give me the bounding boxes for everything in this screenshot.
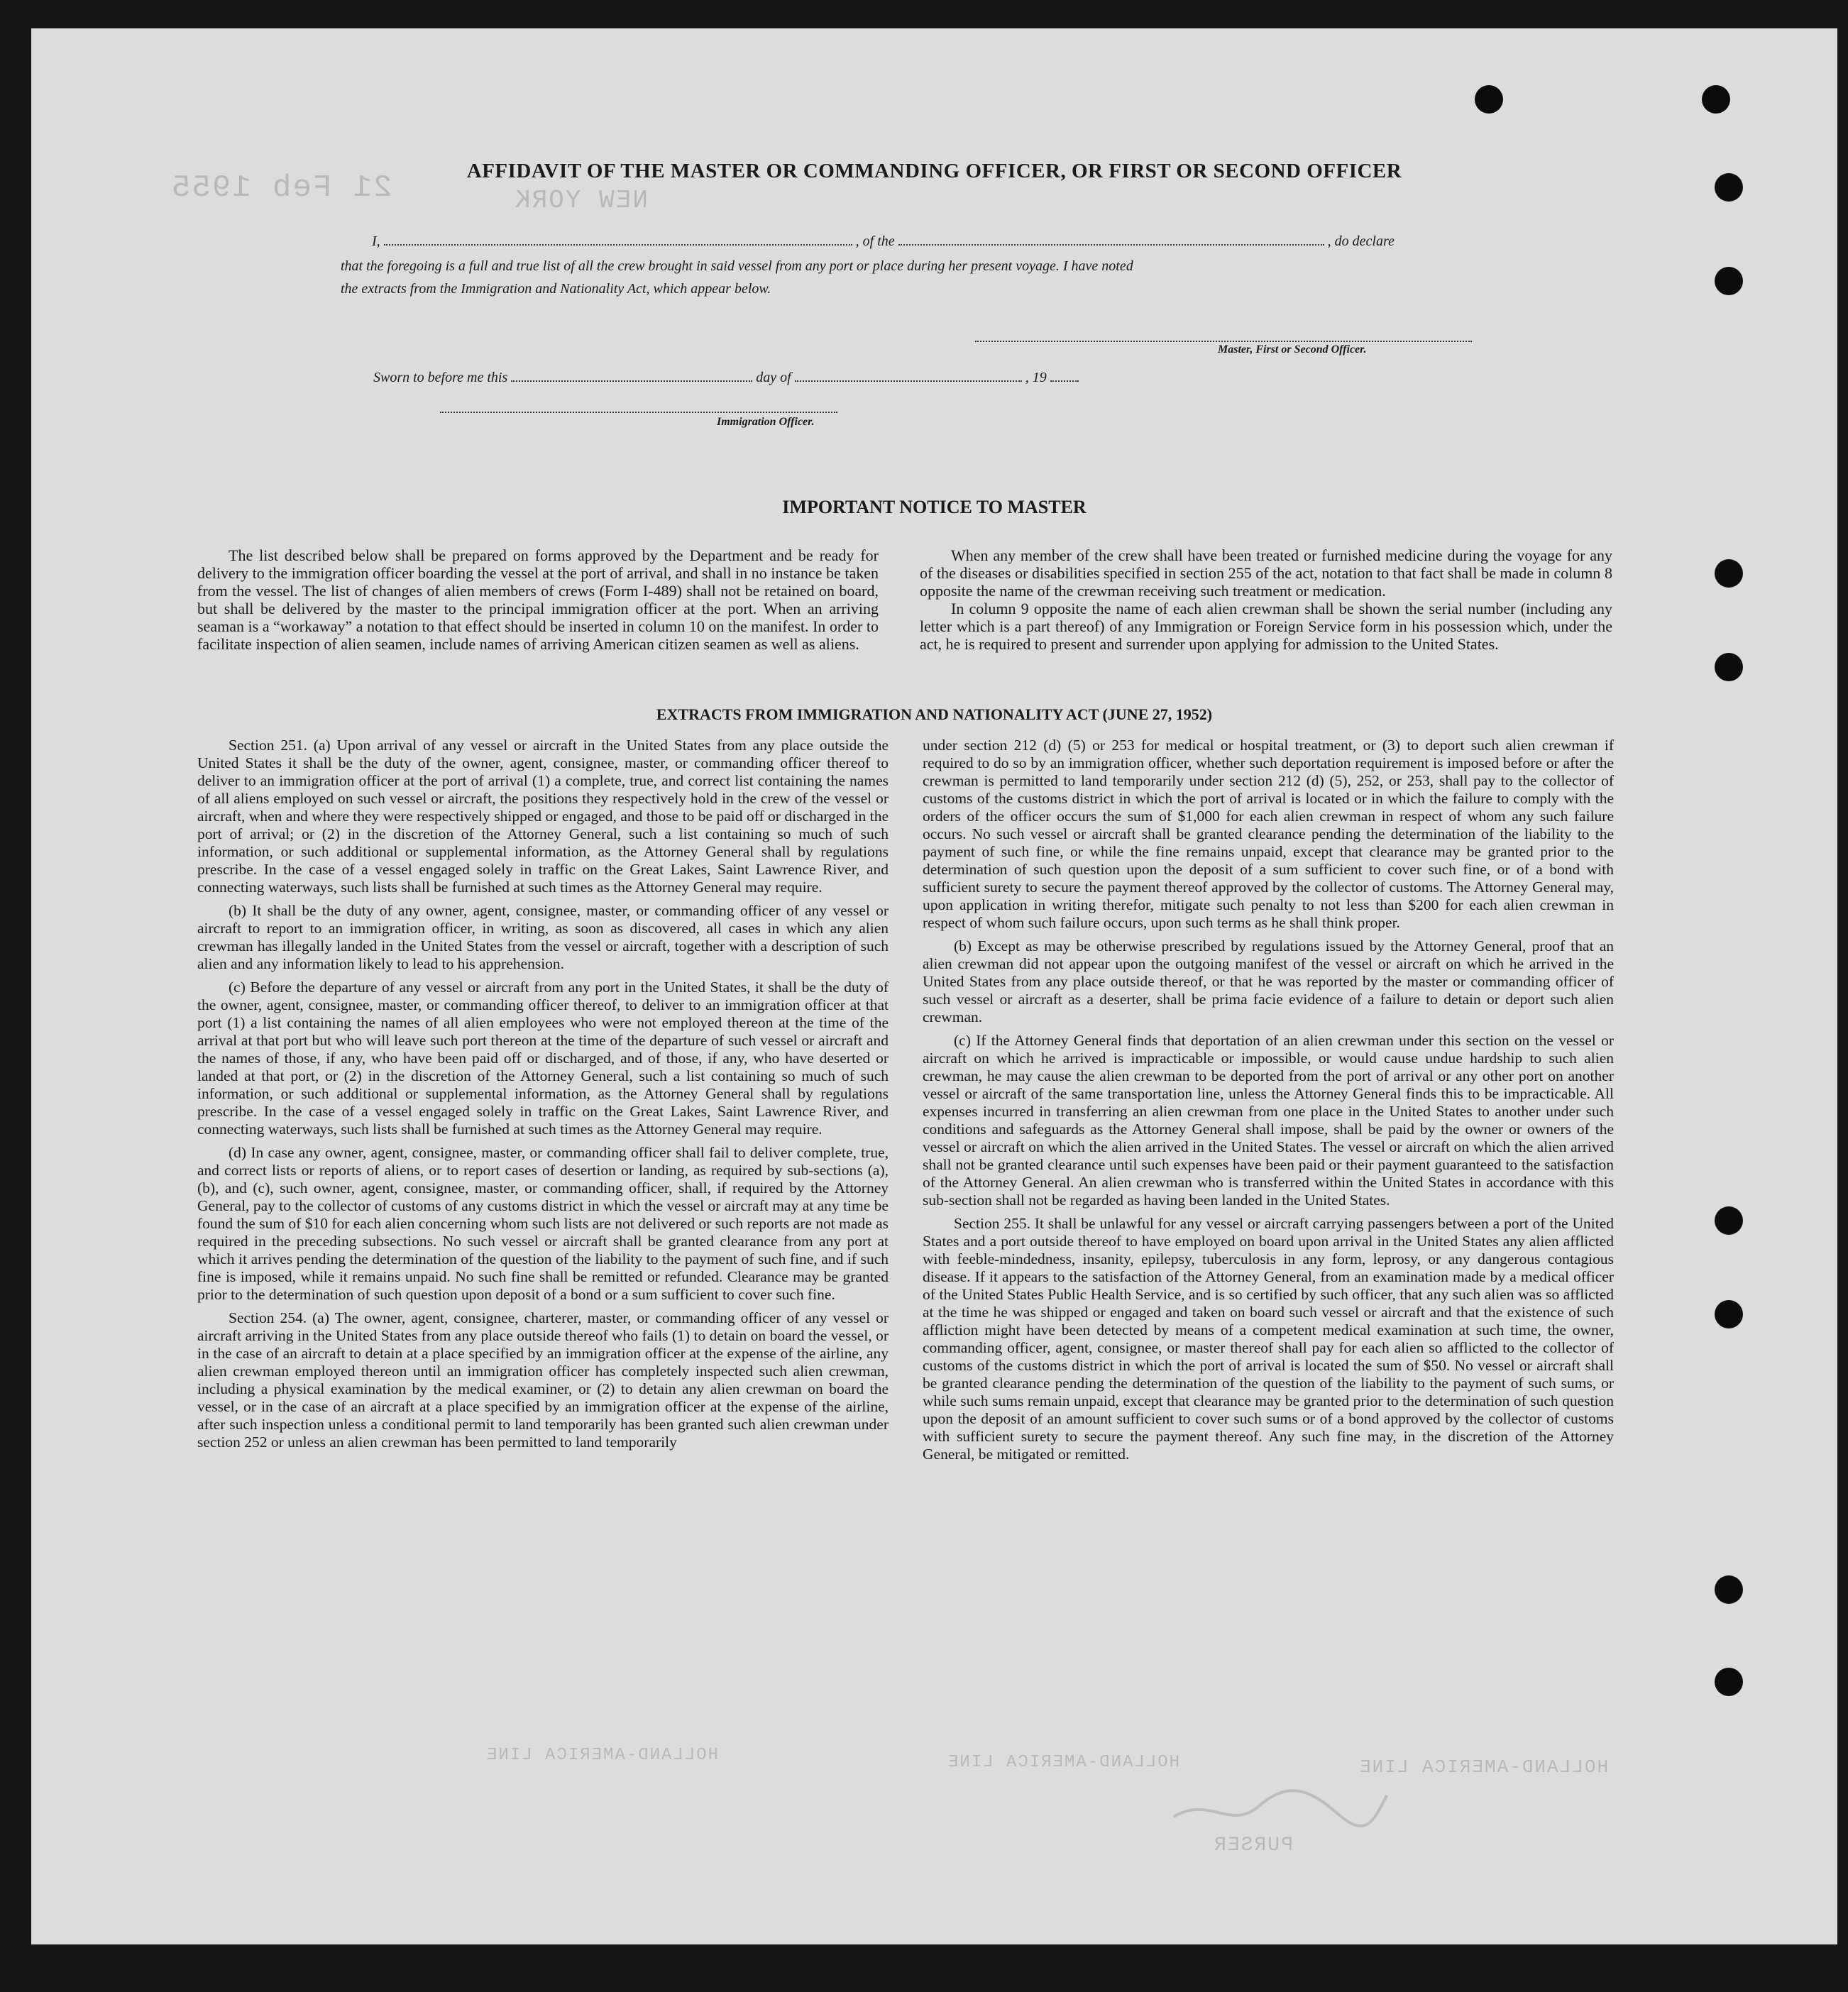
extract-paragraph: (c) Before the departure of any vessel or aircraft from any port in the United States, it shall be the duty of the owner, agent, consignee, master, or commanding officer thereof, to deliver to an immigration officer at that port (1) a list containing the names of all alien employees who were not employed thereon at the time of the arrival at that port but who will leave such port thereon at the time of the departure of such vessel or aircraft and the names of those, if any, who have been paid off or discharged, and of those, if any, who have deserted or landed at that port, or (2) in the discretion of the Attorney General, such a list containing so much of such information, or such additional or supplemental information, as the Attorney General shall by regulations prescribe. In the case of a vessel engaged solely in traffic on the Great Lakes, Saint Lawrence River, and connecting waterways, such lists shall be furnished at such times as the Attorney General may require. (197, 979, 889, 1138)
immigration-officer-signature-line[interactable] (440, 412, 837, 413)
notice-right-paragraph: In column 9 opposite the name of each alien crewman shall be shown the serial number (including any letter which is a part thereof) of any Immigration or Foreign Service form in his possession which, under the act, he is required to present and surrender upon applying for admission to the United States. (920, 600, 1612, 653)
extracts-left-column (197, 737, 889, 1451)
immigration-officer-label: Immigration Officer. (717, 416, 815, 428)
binder-hole (1475, 85, 1503, 114)
show-through-stamp: HOLLAND-AMERICA LINE (485, 1746, 719, 1765)
master-signature-label: Master, First or Second Officer. (1218, 343, 1367, 356)
declarant-name-field[interactable] (384, 229, 852, 246)
extract-paragraph: Section 251. (a) Upon arrival of any vessel or aircraft in the United States from any place outside the United States it shall be the duty of the owner, agent, consignee, master, or commanding officer thereof to deliver to an immigration officer at the port of arrival (1) a complete, true, and correct list containing the names of all aliens employed on such vessel or aircraft, the positions they respectively hold in the crew of the vessel or aircraft, when and where they were respectively shipped or engaged, and those to be paid off or discharged in the port of arrival; or (2) in the discretion of the Attorney General, such a list containing so much of such information, or such additional or supplemental information, as the Attorney General shall by regulations prescribe. In the case of a vessel engaged solely in traffic on the Great Lakes, Saint Lawrence River, and connecting waterways, such lists shall be furnished at such times as the Attorney General may require. (197, 737, 889, 896)
year-label: , 19 (1025, 370, 1047, 385)
binder-hole (1715, 1206, 1743, 1235)
extract-paragraph: Section 254. (a) The owner, agent, consignee, charterer, master, or commanding officer of any vessel or aircraft arriving in the United States from any place outside thereof who fails (1) to detain on board the vessel, or in the case of an aircraft to detain at a place specified by an immigration officer at the expense of the airline, any alien crewman employed thereon until an immigration officer has completely inspected such alien crewman, including a physical examination by the medical examiner, or (2) to detain any alien crewman on board the vessel, or in the case of an aircraft at a place specified by an immigration officer at the expense of the airline, after such inspection unless a conditional permit to land temporarily has been granted such alien crewman under section 252 or unless an alien crewman has been permitted to land temporarily (197, 1309, 889, 1451)
extracts-right-column (923, 737, 1614, 1463)
binder-hole (1715, 1300, 1743, 1328)
sworn-year-field[interactable] (1050, 365, 1079, 382)
notice-right-column (920, 546, 1612, 653)
affidavit-line-3: the extracts from the Immigration and Nationality Act, which appear below. (341, 281, 771, 297)
show-through-purser: PURSER (1213, 1834, 1293, 1856)
binder-hole (1702, 85, 1730, 114)
sworn-line (373, 365, 1079, 386)
affidavit-line-1 (372, 229, 1479, 250)
notice-right-paragraph: When any member of the crew shall have been treated or furnished medicine during the voyage for any of the diseases or disabilities specified in section 255 of the act, notation to that fact shall be made in column 8 opposite the name of the crewman receiving such treatment or medication. (920, 546, 1612, 600)
extract-paragraph: (b) Except as may be otherwise prescribed by regulations issued by the Attorney General, proof that an alien crewman did not appear upon the outgoing manifest of the vessel or aircraft on which he arrived in the United States from any place outside thereof, or that he was reported by the master or commanding officer of such vessel or aircraft as a deserter, shall be prima facie evidence of a failure to detain or deport such alien crewman. (923, 937, 1614, 1025)
show-through-stamp: HOLLAND-AMERICA LINE (1358, 1756, 1609, 1778)
show-through-port: NEW YORK (514, 186, 648, 215)
document-page (31, 28, 1837, 1944)
affidavit-line-2: that the foregoing is a full and true list of all the crew brought in said vessel from any port or place during her present voyage. I have noted (341, 258, 1133, 274)
master-signature-line[interactable] (975, 341, 1472, 342)
extracts-title: EXTRACTS FROM IMMIGRATION AND NATIONALITY ACT (JUNE 27, 1952) (656, 705, 1213, 723)
affidavit-i-label: I, (372, 233, 380, 249)
binder-hole (1715, 1575, 1743, 1604)
show-through-date: 21 Feb 1955 (170, 170, 392, 206)
show-through-signature (1167, 1781, 1394, 1838)
binder-hole (1715, 653, 1743, 681)
show-through-stamp: HOLLAND-AMERICA LINE (947, 1753, 1180, 1772)
binder-hole (1715, 267, 1743, 295)
sworn-day-field[interactable] (511, 365, 752, 382)
sworn-month-field[interactable] (795, 365, 1022, 382)
extract-paragraph: (c) If the Attorney General finds that deportation of an alien crewman under this section on the vessel or aircraft on which he arrived is impracticable or impossible, or would cause undue hardship to such alien crewman, he may cause the alien crewman to be deported from the port of arrival or any other port on another vessel or aircraft of the same transportation line, unless the Attorney General finds this to be impracticable. All expenses incurred in transferring an alien crewman from one place in the United States to another under such conditions and safeguards as the Attorney General shall impose, shall be paid by the owner or owners of the vessel or aircraft on which the alien arrived in the United States. The vessel or aircraft on which the alien arrived shall not be granted clearance until such expenses have been paid or their payment guaranteed to the satisfaction of the Attorney General. An alien crewman who is transferred within the United States in accordance with this sub-section shall not be regarded as having been landed in the United States. (923, 1032, 1614, 1209)
notice-left-column (197, 546, 879, 653)
affidavit-title: AFFIDAVIT OF THE MASTER OR COMMANDING OFFICER, OR FIRST OR SECOND OFFICER (466, 160, 1402, 182)
sworn-label: Sworn to before me this (373, 370, 508, 385)
extract-paragraph: under section 212 (d) (5) or 253 for medical or hospital treatment, or (3) to deport such alien crewman if required to do so by an immigration officer, whether such deportation requirement is imposed before or after the crewman is permitted to land temporarily under section 212 (d) (5), 252, or 253, shall pay to the collector of customs of the customs district in which the port of arrival is located or in which the failure to comply with the orders of the officer occurs the sum of $1,000 for each alien crewman in respect of whom any such failure occurs. No such vessel or aircraft shall be granted clearance pending the determination of the liability to the payment of such fine, or while the fine remains unpaid, except that clearance may be granted prior to the determination of such question upon the deposit of a sum sufficient to cover such fine, or of a bond with sufficient surety to secure the payment thereof approved by the collector of customs. The Attorney General may, upon application in writing therefor, mitigate such penalty to not less than $200 for each alien crewman in respect of whom such failure occurs, upon such terms as he shall think proper. (923, 737, 1614, 931)
binder-hole (1715, 1668, 1743, 1696)
notice-left-paragraph: The list described below shall be prepared on forms approved by the Department and be ready for delivery to the immigration officer boarding the vessel at the port of arrival, and shall in no instance be taken from the vessel. The list of changes of alien members of crews (Form I-489) shall not be retained on board, but shall be delivered by the master to the principal immigration officer at the port. When an arriving seaman is a “workaway” a notation to that effect should be inserted in column 10 on the manifest. In order to facilitate inspection of alien seamen, include names of arriving American citizen seamen as well as aliens. (197, 546, 879, 653)
extract-paragraph: (d) In case any owner, agent, consignee, master, or commanding officer shall fail to deliver complete, true, and correct lists or reports of aliens, or to report cases of desertion or landing, as required by sub-sections (a), (b), and (c), such owner, agent, consignee, master, or commanding officer, shall, if required by the Attorney General, pay to the collector of customs of any customs district in which the vessel or aircraft may at any time be found the sum of $10 for each alien concerning whom such lists are not delivered or such reports are not made as required in the preceding subsections. No such vessel or aircraft shall be granted clearance from any port at which it arrives pending the determination of the question of the liability to the payment of such fine, and if such fine is imposed, while it remains unpaid. No such fine shall be remitted or refunded. Clearance may be granted prior to the determination of such question upon deposit of a bond or a sum sufficient to cover such fine. (197, 1144, 889, 1303)
vessel-name-field[interactable] (898, 229, 1324, 246)
extract-paragraph: Section 255. It shall be unlawful for any vessel or aircraft carrying passengers between a port of the United States and a port outside thereof to have employed on board upon arrival in the United States any alien afflicted with feeble-mindedness, insanity, epilepsy, tuberculosis in any form, leprosy, or any dangerous contagious disease. If it appears to the satisfaction of the Attorney General, from an examination made by a medical officer of the United States Public Health Service, and is so certified by such officer, that any such alien was so afflicted at the time he was shipped or engaged and taken on board such vessel or aircraft and that the existence of such affliction might have been detected by means of a competent medical examination at such time, the owner, commanding officer, agent, consignee, or master thereof shall pay for each alien so afflicted to the collector of customs of the customs district in which the port of arrival is located the sum of $50. No vessel or aircraft shall be granted clearance pending the determination of the question of the liability to the payment of such sums, or while such sums remain unpaid, except that clearance may be granted prior to the determination of such question upon the deposit of an amount sufficient to cover such sums or of a bond approved by the collector of customs with sufficient surety to secure the payment thereof. Any such fine may, in the discretion of the Attorney General, be mitigated or remitted. (923, 1215, 1614, 1463)
day-of-label: day of (756, 370, 791, 385)
notice-title: IMPORTANT NOTICE TO MASTER (782, 497, 1087, 517)
affidavit-of-the-label: , of the (855, 233, 895, 249)
extract-paragraph: (b) It shall be the duty of any owner, agent, consignee, master, or commanding officer of any vessel or aircraft to report to an immigration officer, in writing, as soon as discovered, all cases in which any alien crewman has illegally landed in the United States from the vessel or aircraft, together with a description of such alien and any information likely to lead to his apprehension. (197, 902, 889, 972)
affidavit-declare-label: , do declare (1327, 233, 1395, 249)
binder-hole (1715, 559, 1743, 588)
